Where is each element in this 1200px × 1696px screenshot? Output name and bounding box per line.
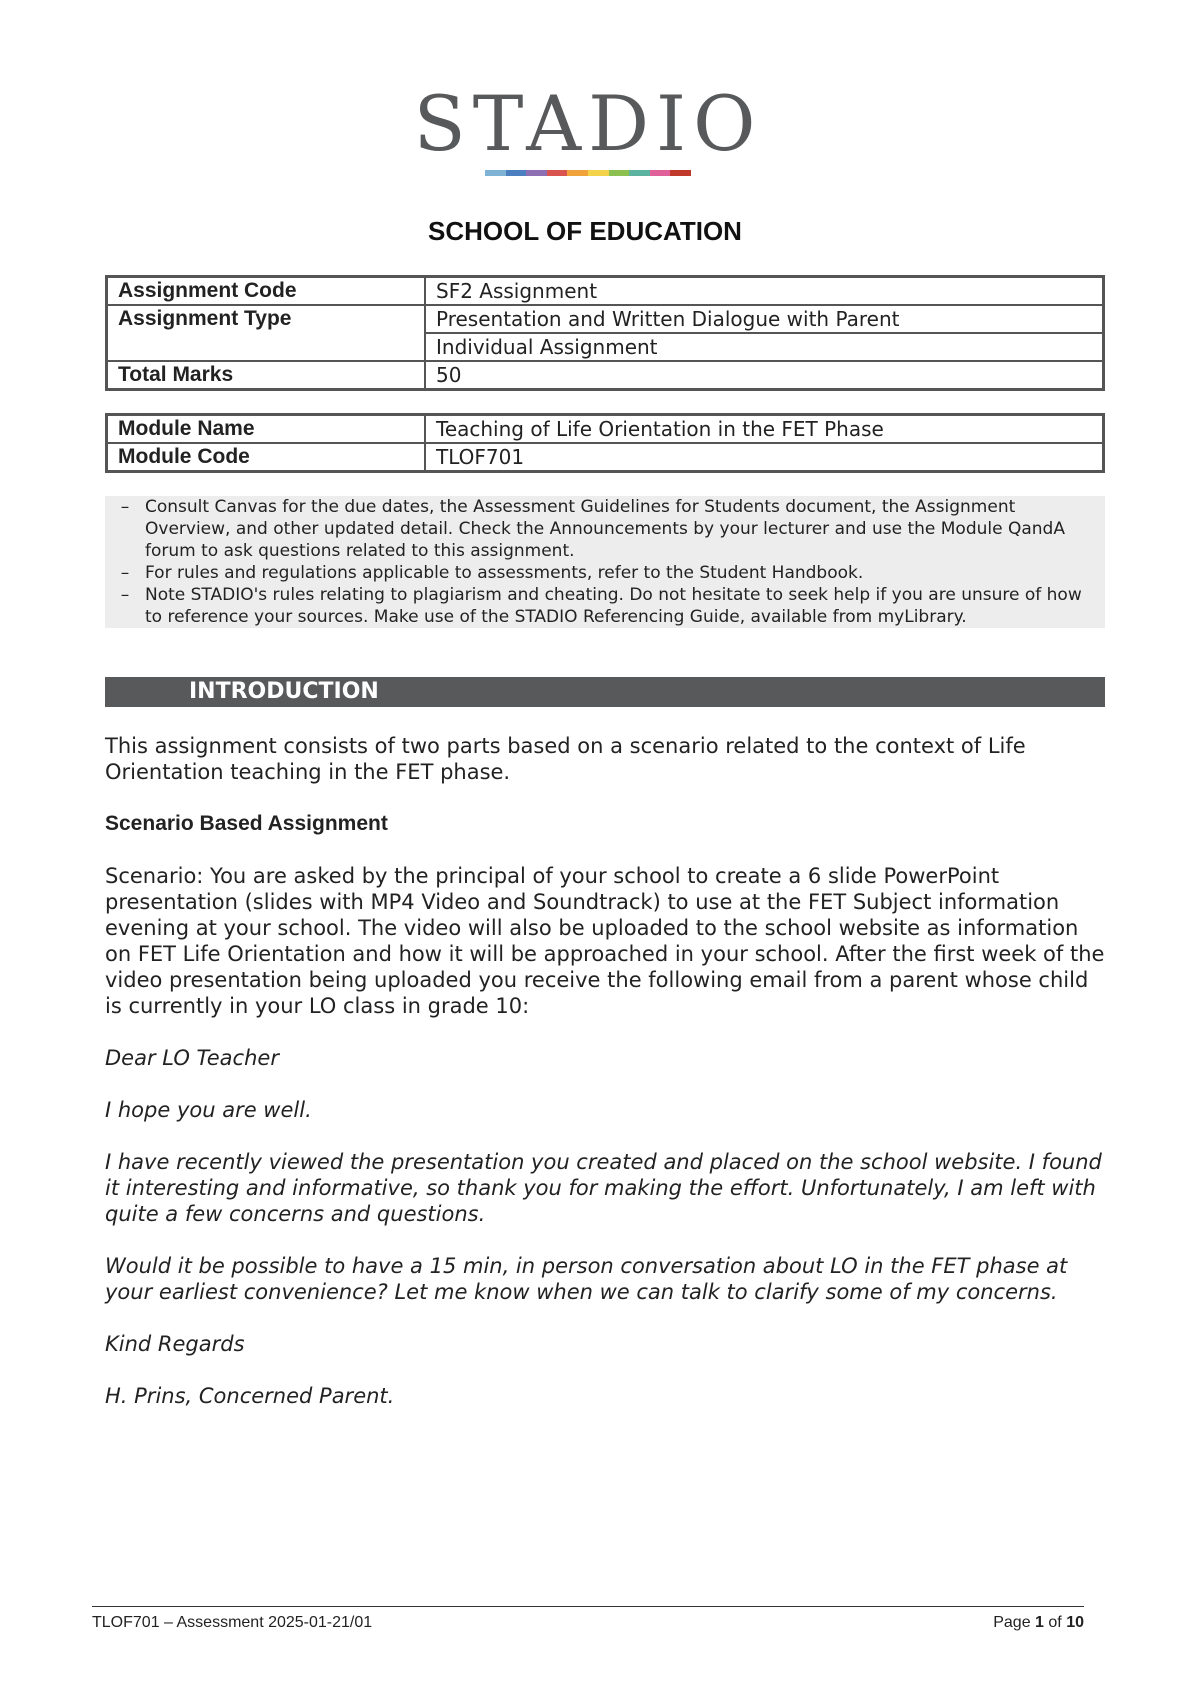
list-item [105,584,1105,628]
logo-stripe-segment [588,170,609,176]
total-marks-value: 50 [425,361,1104,390]
logo-stripe-segment [506,170,527,176]
footer-divider [92,1606,1084,1607]
email-closing: Kind Regards [105,1332,245,1356]
instruction-canvas: Consult Canvas for the due dates, the Assessment Guidelines for Students document, the Assignment Overview, and other updated detail. Check the Announcements by your lecturer and use the Module QandA forum to ask questions related to this assignment. [145,497,1065,561]
email-line-1: I hope you are well. [105,1098,312,1122]
dash-bullet: – [120,585,130,605]
assignment-info-table [105,275,1105,391]
list-item [105,496,1105,562]
logo-stripe-segment [547,170,568,176]
page-total: 10 [1066,1614,1084,1631]
assignment-code-label: Assignment Code [107,277,426,306]
footer-doc-reference: TLOF701 – Assessment 2025-01-21/01 [92,1614,373,1631]
total-marks-label: Total Marks [107,361,426,390]
table-row [107,443,1104,472]
email-signature: H. Prins, Concerned Parent. [105,1384,395,1408]
page-current: 1 [1035,1614,1044,1631]
table-row [107,415,1104,444]
instruction-handbook: For rules and regulations applicable to assessments, refer to the Student Handbook. [145,563,864,583]
logo-color-stripe [485,170,691,176]
module-name-label: Module Name [107,415,426,444]
assignment-type-value-2: Individual Assignment [425,333,1104,361]
logo-stripe-segment [567,170,588,176]
scenario-paragraph: Scenario: You are asked by the principal of your school to create a 6 slide PowerPoint presentation (slides with MP4 Video and Soundtrack) to use at the FET Subject information evening at your school. The video will also be uploaded to the school website as information on FET Life Orientation and how it will be approached in your school. After the first week of the video presentation being uploaded you receive the following email from a parent whose child is currently in your LO class in grade 10: [105,864,1105,1018]
introduction-body [105,733,1105,1435]
table-row [107,277,1104,306]
email-line-2: I have recently viewed the presentation you created and placed on the school website. I found it interesting and informative, so thank you for making the effort. Unfortunately, I am left with quite a few concerns and questions. [105,1150,1102,1226]
school-title: SCHOOL OF EDUCATION [428,216,742,246]
logo-stripe-segment [609,170,630,176]
dash-bullet: – [120,497,130,517]
dash-bullet: – [120,563,130,583]
stadio-logo [410,79,766,176]
module-info-table [105,413,1105,473]
page-word: Page [993,1614,1031,1631]
instruction-plagiarism: Note STADIO's rules relating to plagiarism and cheating. Do not hesitate to seek help if you are unsure of how to reference your sources. Make use of the STADIO Referencing Guide, available from myLibrary. [145,585,1082,627]
module-code-value: TLOF701 [425,443,1104,472]
list-item [105,562,1105,584]
introduction-heading: INTRODUCTION [189,679,379,704]
logo-wordmark: STADIO [413,79,763,168]
logo-stripe-segment [670,170,691,176]
of-word: of [1048,1614,1062,1631]
table-row [107,305,1104,333]
introduction-heading-bar [105,677,1105,707]
logo-stripe-segment [629,170,650,176]
table-row [107,361,1104,390]
assignment-type-label: Assignment Type [107,305,426,361]
assignment-code-value: SF2 Assignment [425,277,1104,306]
logo-stripe-segment [650,170,671,176]
module-code-label: Module Code [107,443,426,472]
intro-paragraph: This assignment consists of two parts based on a scenario related to the context of Life Orientation teaching in the FET phase. [105,734,1026,784]
module-name-value: Teaching of Life Orientation in the FET Phase [425,415,1104,444]
scenario-subheading: Scenario Based Assignment [105,812,388,835]
instructions-box [105,496,1105,628]
logo-stripe-segment [485,170,506,176]
logo-stripe-segment [526,170,547,176]
email-greeting: Dear LO Teacher [105,1046,279,1070]
assignment-type-value-1: Presentation and Written Dialogue with Parent [425,305,1104,333]
email-line-3: Would it be possible to have a 15 min, in person conversation about LO in the FET phase at your earliest convenience? Let me know when we can talk to clarify some of my concerns. [105,1254,1068,1304]
footer-page-number [993,1614,1084,1632]
